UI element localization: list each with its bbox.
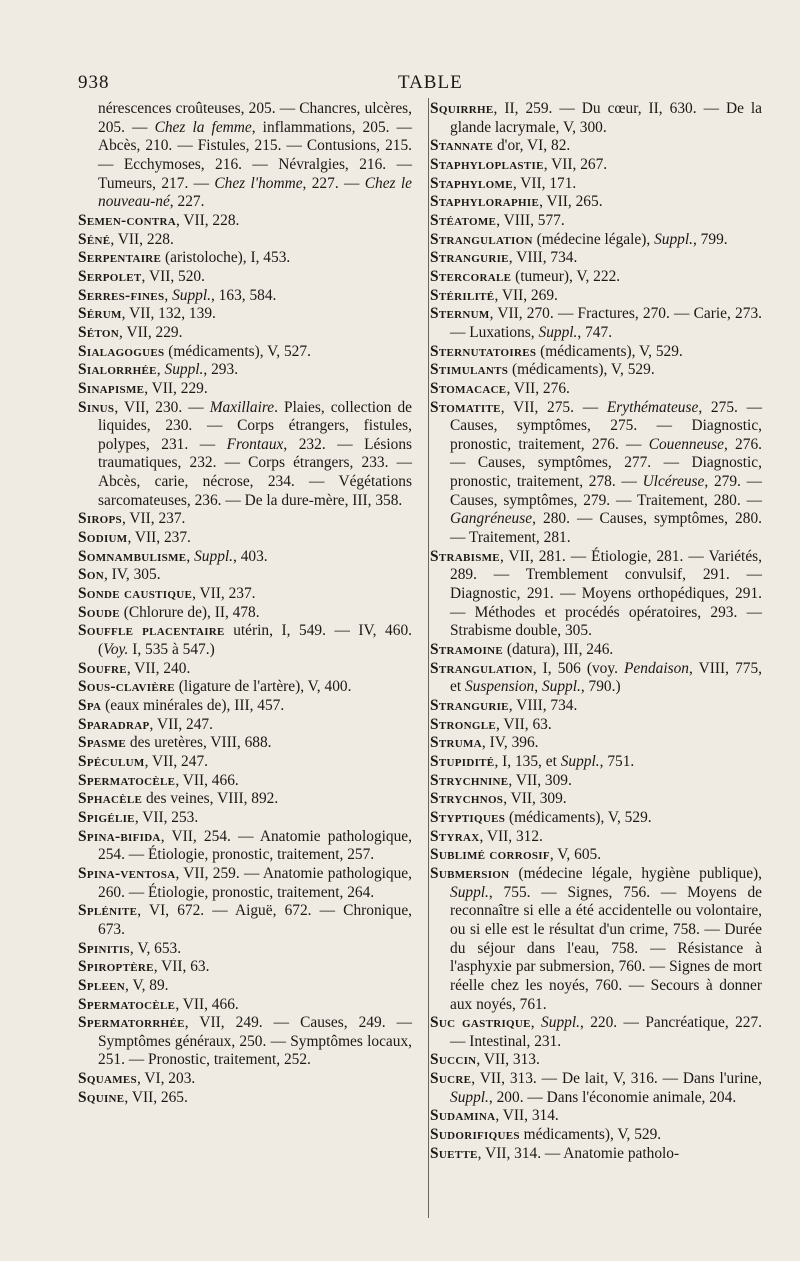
entry-text: , VII, 520. — [141, 267, 205, 285]
entry-text: , VII, 237. — [127, 529, 191, 547]
entry-headword: Stomatite — [430, 398, 501, 416]
entry-text: , VII, 237. — [192, 585, 256, 603]
entry-text: des uretères, VIII, 688. — [126, 734, 272, 752]
entry-headword: Strangurie — [430, 697, 509, 714]
entry-text: , VII, 267. — [543, 155, 608, 173]
entry-text: , V, 605. — [549, 846, 602, 864]
entry-headword: Stercorale — [430, 267, 512, 285]
index-entry — [430, 268, 762, 287]
entry-headword: Sodium — [78, 529, 128, 547]
entry-italic-text: Suppl. — [538, 323, 578, 341]
index-entry — [430, 1070, 762, 1107]
entry-italic-text: Gangréneuse — [450, 510, 533, 528]
index-entry — [78, 697, 412, 716]
index-entry — [78, 510, 412, 529]
entry-text: , 293. — [203, 361, 239, 379]
index-entry — [430, 380, 762, 399]
index-entry — [78, 809, 412, 828]
entry-text: , — [534, 678, 542, 696]
entry-headword: Struma — [430, 734, 482, 752]
index-entry — [430, 548, 762, 641]
entry-text: , 227. — [169, 193, 205, 211]
entry-headword: Strychnine — [430, 771, 509, 789]
column-divider — [428, 98, 429, 1218]
entry-headword: Stimulants — [430, 361, 509, 379]
entry-italic-text: Suppl. — [172, 286, 211, 304]
index-entry — [78, 772, 412, 791]
index-entry — [430, 343, 762, 362]
entry-text: (médicaments), V, 527. — [164, 342, 311, 360]
index-entry — [430, 865, 762, 1014]
entry-text: , VII, 228. — [110, 230, 174, 248]
entry-text: , I, 135, et — [494, 752, 561, 770]
entry-headword: Sphacèle — [78, 790, 143, 808]
entry-text: , VIII, 734. — [508, 697, 578, 714]
entry-text: , VII, 63. — [153, 958, 210, 976]
index-entry — [430, 100, 762, 137]
entry-headword: Sparadrap — [78, 715, 150, 733]
entry-text: I, 535 à 547.) — [128, 641, 215, 659]
entry-text: , VII, 247. — [149, 715, 213, 733]
index-entry — [430, 809, 762, 828]
entry-italic-text: Ulcéreuse — [642, 473, 705, 491]
index-entry — [430, 641, 762, 660]
entry-headword: Spermatorrhée — [78, 1014, 185, 1032]
index-entry — [430, 137, 762, 156]
index-entry — [78, 287, 412, 306]
entry-headword: Sonde caustique — [78, 585, 193, 603]
entry-text: , VII, 314. — Anatomie patholo- — [477, 1144, 680, 1162]
entry-text: , IV, 396. — [481, 734, 539, 752]
entry-headword: Serpolet — [78, 267, 142, 285]
entry-text: , V, 89. — [125, 976, 169, 994]
entry-text: , VII, 309. — [508, 771, 572, 789]
index-entry — [430, 212, 762, 231]
entry-headword: Sérum — [78, 305, 122, 323]
entry-headword: Stramoine — [430, 641, 503, 659]
index-entry — [430, 1126, 762, 1145]
entry-headword: Stomacace — [430, 379, 507, 397]
entry-headword: Splénite — [78, 902, 138, 920]
entry-headword: Staphyloplastie — [430, 155, 544, 173]
index-entry — [78, 940, 412, 959]
entry-headword: Spasme — [78, 734, 127, 752]
entry-italic-text: Frontaux — [226, 435, 284, 453]
entry-text: (ligature de l'artère), V, 400. — [174, 678, 352, 696]
entry-text: , VI, 203. — [136, 1070, 196, 1088]
entry-text: (médecine légale, hygiène publique), — [509, 864, 762, 882]
entry-text: , 280. — Causes, symptômes, 280. — Traitement, 281. — [450, 510, 762, 547]
entry-text: , VII, 313. — De lait, V, 316. — Dans l'urine, — [471, 1070, 762, 1088]
entry-headword: Spermatocèle — [78, 771, 176, 789]
entry-italic-text: Suppl. — [560, 752, 600, 770]
entry-italic-text: Pendaison — [624, 659, 689, 677]
index-entry — [78, 622, 412, 659]
entry-headword: Squirrhe — [430, 100, 494, 117]
index-entry — [78, 399, 412, 511]
index-entry — [78, 678, 412, 697]
entry-text: , VII, 229. — [119, 323, 183, 341]
entry-text: nérescences croûteuses, 205. — Chancres, ulcères, 205. — — [98, 100, 412, 136]
left-column — [78, 100, 412, 1107]
index-entry — [430, 287, 762, 306]
entry-italic-text: Chez le nouveau-né — [98, 174, 412, 211]
entry-headword: Strychnos — [430, 790, 504, 808]
entry-headword: Spiroptère — [78, 958, 154, 976]
entry-text: (médicaments), V, 529. — [505, 808, 652, 826]
entry-text: , VII, 237. — [121, 510, 186, 528]
entry-text: , I, 506 (voy. — [532, 659, 625, 677]
index-entry — [78, 828, 412, 865]
entry-text: , inflammations, 205. — Abcès, 210. — Fistules, 215. — Contusions, 215. — Ecchymoses, 216. — Névralgies, 216. — Tumeurs, 217. — — [98, 118, 412, 192]
index-entry — [430, 846, 762, 865]
entry-headword: Squames — [78, 1070, 137, 1088]
entry-headword: Spéculum — [78, 752, 145, 770]
entry-text: (datura), III, 246. — [502, 641, 614, 659]
entry-headword: Soufre — [78, 659, 127, 677]
index-entry — [78, 361, 412, 380]
entry-text: (aristoloche), I, 453. — [161, 249, 291, 267]
entry-headword: Sialagogues — [78, 342, 165, 360]
entry-text: , VII, 466. — [175, 995, 239, 1013]
page-title: TABLE — [398, 72, 463, 93]
entry-text: , VII, 466. — [175, 771, 239, 789]
index-entry — [78, 212, 412, 231]
entry-text: (médicaments), V, 529. — [508, 361, 655, 379]
entry-text: , VII, 132, 139. — [121, 305, 216, 323]
index-entry — [430, 772, 762, 791]
index-entry — [430, 734, 762, 753]
entry-italic-text: Suppl. — [654, 230, 693, 248]
entry-text: , VII, 230. — — [114, 398, 210, 416]
index-entry — [430, 361, 762, 380]
entry-text: , II, 259. — Du cœur, II, 630. — De la glande lacrymale, V, 300. — [450, 100, 762, 136]
index-entry — [78, 716, 412, 735]
entry-headword: Staphylome — [430, 174, 513, 192]
index-entry — [430, 1107, 762, 1126]
entry-headword: Sous-clavière — [78, 678, 175, 696]
index-entry — [430, 305, 762, 342]
entry-headword: Semen-contra — [78, 211, 176, 229]
entry-text: , VII, 281. — Étiologie, 281. — Variétés, 289. — Tremblement convulsif, 291. — Diagnostic, 291. — Moyens orthopédiques, 291. — Méthodes et procédés opératoires, 293. — Strabisme double, 305. — [450, 547, 762, 640]
entry-headword: Sternutatoires — [430, 342, 537, 360]
index-entry — [78, 790, 412, 809]
index-entry — [78, 1089, 412, 1108]
index-entry — [78, 305, 412, 324]
index-entry — [78, 604, 412, 623]
index-entry — [78, 865, 412, 902]
index-entry — [78, 1070, 412, 1089]
entry-text: , VI, 672. — Aiguë, 672. — Chronique, 673. — [98, 902, 412, 938]
entry-headword: Strongle — [430, 715, 496, 733]
entry-headword: Souffle placentaire — [78, 622, 225, 640]
entry-italic-text: Suppl. — [450, 883, 489, 901]
entry-text: (eaux minérales de), III, 457. — [101, 697, 285, 714]
entry-headword: Suc gastrique — [430, 1014, 531, 1032]
entry-italic-text: Suppl. — [450, 1088, 489, 1106]
entry-headword: Sudorifiques — [430, 1126, 520, 1144]
index-entry — [78, 996, 412, 1015]
entry-headword: Spinitis — [78, 939, 130, 957]
entry-text: , — [186, 547, 195, 565]
entry-headword: Spermatocèle — [78, 995, 176, 1013]
entry-text: , 220. — Pancréatique, 227. — Intestinal, 231. — [450, 1014, 763, 1050]
entry-headword: Spina-ventosa — [78, 864, 176, 882]
entry-headword: Serres-fines — [78, 286, 165, 304]
entry-headword: Styptiques — [430, 808, 506, 826]
entry-text: , 747. — [577, 323, 613, 341]
entry-text: , 200. — Dans l'économie animale, 204. — [488, 1088, 737, 1106]
entry-text: , VII, 259. — Anatomie pathologique, 260. — Étiologie, pronostic, traitement, 264. — [98, 864, 412, 901]
entry-text: , VIII, 775, et — [450, 659, 762, 696]
entry-headword: Sublimé corrosif — [430, 846, 550, 864]
entry-text: , VII, 228. — [175, 211, 240, 229]
index-entry — [430, 193, 762, 212]
entry-text: , VII, 253. — [134, 808, 199, 826]
index-entry — [78, 958, 412, 977]
index-entry — [430, 1051, 762, 1070]
entry-text: , — [156, 361, 165, 379]
entry-headword: Spleen — [78, 976, 126, 994]
entry-text: (tumeur), V, 222. — [511, 267, 621, 285]
entry-text: . Plaies, collection de liquides, 230. — Corps étrangers, fistules, polypes, 231. — — [98, 398, 413, 453]
entry-headword: Succin — [430, 1051, 477, 1069]
index-entry — [78, 380, 412, 399]
entry-text: , IV, 305. — [103, 566, 161, 584]
entry-italic-text: Maxillaire — [209, 398, 275, 416]
entry-headword: Séné — [78, 230, 111, 248]
entry-text: des veines, VIII, 892. — [142, 790, 279, 808]
entry-text: , 751. — [599, 752, 635, 770]
entry-italic-text: Suppl. — [164, 361, 204, 379]
entry-headword: Squine — [78, 1088, 125, 1106]
entry-headword: Styrax — [430, 827, 480, 845]
entry-text: , — [164, 286, 173, 304]
entry-text: , VII, 312. — [479, 827, 543, 845]
index-entry — [78, 902, 412, 939]
entry-headword: Sinapisme — [78, 379, 145, 397]
index-entry — [430, 249, 762, 268]
index-entry — [78, 660, 412, 679]
index-entry — [78, 231, 412, 250]
entry-headword: Staphyloraphie — [430, 193, 540, 211]
index-entry — [78, 548, 412, 567]
index-entry — [78, 100, 412, 212]
entry-italic-text: Suppl. — [541, 678, 581, 696]
index-entry — [78, 268, 412, 287]
index-entry — [78, 753, 412, 772]
entry-headword: Soude — [78, 603, 120, 621]
entry-text: (médecine légale), — [532, 230, 655, 248]
index-entry — [78, 249, 412, 268]
entry-text: , VII, 254. — Anatomie pathologique, 254. — Étiologie, pronostic, traitement, 257. — [98, 827, 412, 864]
running-header — [78, 72, 760, 96]
entry-italic-text: Suspension — [464, 678, 535, 696]
entry-headword: Sudamina — [430, 1107, 496, 1125]
entry-text: , 790.) — [580, 678, 621, 696]
entry-headword: Séton — [78, 323, 120, 341]
entry-text: médicaments), V, 529. — [519, 1126, 662, 1144]
entry-text: , V, 653. — [129, 939, 182, 957]
entry-text: d'or, VI, 82. — [493, 137, 571, 155]
index-entry — [430, 753, 762, 772]
entry-text: , 163, 584. — [210, 286, 277, 304]
entry-headword: Spa — [78, 697, 102, 714]
index-entry — [78, 324, 412, 343]
entry-italic-text: Chez la femme — [154, 118, 252, 136]
index-entry — [78, 977, 412, 996]
entry-text: , VII, 270. — Fractures, 270. — Carie, 273. — Luxations, — [450, 305, 762, 341]
entry-text: , VII, 269. — [494, 286, 558, 304]
entry-text: , VII, 275. — — [500, 398, 607, 416]
entry-text: , VII, 247. — [144, 752, 208, 770]
entry-text: , VII, 265. — [539, 193, 603, 211]
page-number: 938 — [78, 72, 110, 93]
index-entry — [430, 790, 762, 809]
entry-headword: Strangulation — [430, 230, 533, 248]
entry-headword: Stérilité — [430, 286, 495, 304]
entry-text: , VII, 265. — [124, 1088, 188, 1106]
entry-headword: Stéatome — [430, 211, 497, 229]
right-column — [430, 100, 762, 1163]
entry-text: , 276. — Causes, symptômes, 277. — Diagnostic, pronostic, traitement, 278. — — [450, 435, 762, 491]
index-entry — [78, 585, 412, 604]
entry-headword: Sternum — [430, 305, 490, 323]
entry-text: (médicaments), V, 529. — [536, 342, 683, 360]
entry-text: , 275. — Causes, symptômes, 275. — Diagnostic, pronostic, traitement, 276. — — [450, 398, 762, 453]
entry-headword: Strangurie — [430, 249, 509, 267]
index-entry — [78, 734, 412, 753]
entry-italic-text: Erythémateuse — [606, 398, 699, 416]
index-entry — [78, 1014, 412, 1070]
entry-text: , VII, 309. — [503, 790, 567, 808]
entry-text: , VII, 171. — [512, 174, 577, 192]
entry-headword: Submersion — [430, 864, 510, 882]
entry-italic-text: Chez l'homme — [214, 174, 303, 192]
index-entry — [430, 399, 762, 548]
entry-headword: Strangulation — [430, 659, 533, 677]
index-entry — [430, 156, 762, 175]
index-entry — [430, 716, 762, 735]
index-entry — [78, 529, 412, 548]
index-entry — [78, 566, 412, 585]
entry-text: , VII, 63. — [495, 715, 552, 733]
entry-text: , VIII, 734. — [508, 249, 578, 267]
entry-italic-text: Suppl. — [194, 547, 234, 565]
entry-text: utérin, I, 549. — IV, 460. ( — [98, 622, 412, 659]
entry-headword: Sialorrhée — [78, 361, 157, 379]
index-entry — [430, 1014, 762, 1051]
entry-headword: Stupidité — [430, 752, 495, 770]
entry-italic-text: Voy. — [103, 641, 129, 659]
entry-text: , 227. — — [302, 174, 365, 192]
entry-text: , 279. — Causes, symptômes, 279. — Traitement, 280. — — [450, 473, 762, 509]
entry-headword: Spina-bifida — [78, 827, 161, 845]
entry-text: , VII, 314. — [495, 1107, 559, 1125]
entry-text: , 755. — Signes, 756. — Moyens de reconnaître si elle a été accidentelle ou volontaire, ou si elle est le résultat d'un crime, 758. — Durée du séjour dans l'eau, 758. — Résistance à l'asphyxie par submersion, 760. — Signes de mort réelle chez les noyés, 760. — Secours à donner aux noyés, 761. — [450, 883, 762, 1013]
entry-text: , 799. — [692, 230, 728, 248]
index-entry — [430, 697, 762, 716]
entry-headword: Spigélie — [78, 808, 135, 826]
entry-text: , VII, 276. — [506, 379, 570, 397]
entry-text: , VII, 229. — [144, 379, 208, 397]
entry-headword: Sinus — [78, 398, 115, 416]
index-entry — [430, 828, 762, 847]
entry-headword: Serpentaire — [78, 249, 162, 267]
index-entry — [430, 660, 762, 697]
entry-text: , 232. — Lésions traumatiques, 232. — Corps étrangers, 233. — Abcès, carie, nécrose, 234. — Végétations sarcomateuses, 236. — De la dure-mère, III, 358. — [98, 435, 412, 509]
entry-headword: Somnambulisme — [78, 547, 187, 565]
entry-text: , 403. — [233, 547, 268, 565]
entry-headword: Stannate — [430, 137, 494, 155]
index-entry — [430, 231, 762, 250]
index-entry — [430, 175, 762, 194]
entry-headword: Strabisme — [430, 547, 500, 565]
entry-headword: Son — [78, 566, 104, 584]
entry-text: , VII, 249. — Causes, 249. — Symptômes généraux, 250. — Symptômes locaux, 251. — Pronostic, traitement, 252. — [98, 1014, 412, 1069]
entry-text: (Chlorure de), II, 478. — [119, 603, 260, 621]
entry-italic-text: Suppl. — [541, 1014, 580, 1032]
index-entry — [78, 343, 412, 362]
entry-headword: Sirops — [78, 510, 122, 528]
index-entry — [430, 1145, 762, 1164]
entry-headword: Sucre — [430, 1070, 472, 1088]
entry-text: , — [530, 1014, 542, 1032]
entry-text: , VIII, 577. — [496, 211, 565, 229]
entry-italic-text: Couenneuse — [648, 435, 724, 453]
entry-headword: Suette — [430, 1144, 478, 1162]
entry-text: , VII, 240. — [126, 659, 191, 677]
entry-text: , VII, 313. — [476, 1051, 540, 1069]
